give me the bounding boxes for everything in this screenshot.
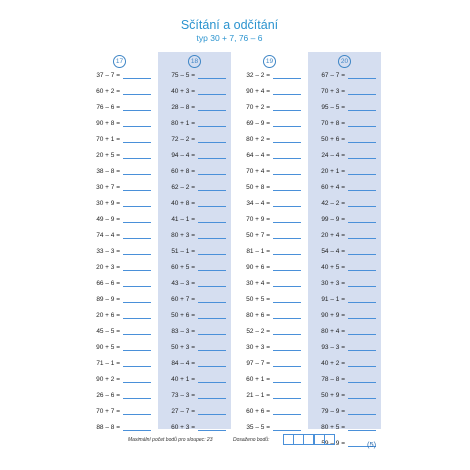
answer-blank[interactable] (348, 142, 376, 143)
problem-expression: 70 + 9 = (246, 216, 270, 223)
problem-row (83, 326, 156, 338)
answer-blank[interactable] (198, 206, 226, 207)
problem-row (83, 166, 156, 178)
answer-blank[interactable] (123, 78, 151, 79)
problem-expression: 60 + 6 = (246, 408, 270, 415)
problem-expression: 50 + 6 = (171, 312, 195, 319)
problem-expression: 84 – 4 = (171, 360, 195, 367)
problem-expression: 79 – 9 = (321, 408, 345, 415)
problem-expression: 60 + 5 = (171, 264, 195, 271)
problem-expression: 21 – 1 = (246, 392, 270, 399)
answer-blank[interactable] (273, 110, 301, 111)
problem-expression: 60 + 7 = (171, 296, 195, 303)
answer-blank[interactable] (198, 238, 226, 239)
problem-row (83, 310, 156, 322)
answer-blank[interactable] (123, 430, 151, 431)
problem-expression: 70 + 2 = (246, 104, 270, 111)
answer-blank[interactable] (198, 94, 226, 95)
problem-expression: 40 + 3 = (171, 88, 195, 95)
problem-row (83, 150, 156, 162)
problem-expression: 45 – 5 = (96, 328, 120, 335)
problem-expression: 43 – 3 = (171, 280, 195, 287)
problem-row (233, 150, 306, 162)
problem-expression: 80 + 6 = (246, 312, 270, 319)
problem-expression: 72 – 2 = (171, 136, 195, 143)
problem-expression: 54 – 4 = (321, 248, 345, 255)
answer-blank[interactable] (273, 254, 301, 255)
problem-expression: 60 + 8 = (171, 168, 195, 175)
answer-blank[interactable] (198, 382, 226, 383)
problem-row (158, 390, 231, 402)
answer-blank[interactable] (273, 318, 301, 319)
answer-blank[interactable] (273, 334, 301, 335)
answer-blank[interactable] (123, 302, 151, 303)
column-number-badge: 20 (338, 55, 351, 68)
answer-blank[interactable] (273, 78, 301, 79)
answer-blank[interactable] (198, 142, 226, 143)
problem-expression: 97 – 7 = (246, 360, 270, 367)
answer-blank[interactable] (273, 430, 301, 431)
max-points-label: Maximální počet bodů pro sloupec: 23 (128, 437, 213, 443)
problem-row (233, 358, 306, 370)
problem-row (158, 422, 231, 434)
problem-expression: 78 – 8 = (321, 376, 345, 383)
answer-blank[interactable] (273, 398, 301, 399)
answer-blank[interactable] (273, 206, 301, 207)
answer-blank[interactable] (348, 414, 376, 415)
problem-expression: 24 – 4 = (321, 152, 345, 159)
problem-row (308, 134, 381, 146)
problem-row (233, 294, 306, 306)
answer-blank[interactable] (273, 350, 301, 351)
answer-blank[interactable] (348, 174, 376, 175)
problem-expression: 20 + 3 = (96, 264, 120, 271)
answer-blank[interactable] (123, 142, 151, 143)
problem-row (158, 358, 231, 370)
answer-blank[interactable] (123, 286, 151, 287)
answer-blank[interactable] (123, 110, 151, 111)
page-title: Sčítání a odčítání (180, 18, 279, 32)
answer-blank[interactable] (123, 366, 151, 367)
answer-blank[interactable] (198, 366, 226, 367)
problem-row (308, 118, 381, 130)
problem-expression: 80 + 3 = (171, 232, 195, 239)
problem-expression: 50 + 9 = (321, 392, 345, 399)
problem-expression: 75 – 5 = (171, 72, 195, 79)
problem-row (158, 406, 231, 418)
answer-blank[interactable] (348, 382, 376, 383)
score-box[interactable] (324, 434, 335, 445)
answer-blank[interactable] (198, 78, 226, 79)
problem-expression: 27 – 7 = (171, 408, 195, 415)
answer-blank[interactable] (198, 414, 226, 415)
problem-row (83, 198, 156, 210)
problem-expression: 73 – 3 = (171, 392, 195, 399)
problem-expression: 30 + 9 = (96, 200, 120, 207)
answer-blank[interactable] (348, 238, 376, 239)
problem-expression: 50 + 7 = (246, 232, 270, 239)
problem-expression: 80 + 4 = (321, 328, 345, 335)
answer-blank[interactable] (198, 222, 226, 223)
answer-blank[interactable] (348, 222, 376, 223)
problem-expression: 70 + 3 = (321, 88, 345, 95)
column-number-badge: 19 (263, 55, 276, 68)
problem-expression: 93 – 3 = (321, 344, 345, 351)
problem-row (158, 166, 231, 178)
problem-row (83, 422, 156, 434)
exercise-column-18 (158, 52, 231, 429)
problem-expression: 41 – 1 = (171, 216, 195, 223)
problem-row (83, 358, 156, 370)
problem-expression: 50 + 5 = (246, 296, 270, 303)
problem-row (233, 102, 306, 114)
problem-row (233, 198, 306, 210)
answer-blank[interactable] (123, 126, 151, 127)
answer-blank[interactable] (273, 126, 301, 127)
problem-row (83, 390, 156, 402)
answer-blank[interactable] (123, 398, 151, 399)
problem-row (308, 70, 381, 82)
problem-row (308, 342, 381, 354)
problem-row (233, 406, 306, 418)
problem-row (308, 214, 381, 226)
answer-blank[interactable] (273, 414, 301, 415)
answer-blank[interactable] (198, 174, 226, 175)
answer-blank[interactable] (198, 350, 226, 351)
answer-blank[interactable] (348, 158, 376, 159)
problem-row (233, 230, 306, 242)
answer-blank[interactable] (198, 430, 226, 431)
problem-row (233, 214, 306, 226)
answer-blank[interactable] (273, 158, 301, 159)
problem-row (308, 150, 381, 162)
problem-row (158, 310, 231, 322)
answer-blank[interactable] (123, 174, 151, 175)
problem-row (158, 118, 231, 130)
problem-row (83, 118, 156, 130)
problem-expression: 51 – 1 = (171, 248, 195, 255)
problem-expression: 94 – 4 = (171, 152, 195, 159)
problem-expression: 30 + 7 = (96, 184, 120, 191)
problem-row (83, 278, 156, 290)
problem-expression: 60 + 1 = (246, 376, 270, 383)
problem-expression: 38 – 8 = (96, 168, 120, 175)
answer-blank[interactable] (123, 94, 151, 95)
problem-expression: 60 + 3 = (171, 424, 195, 431)
answer-blank[interactable] (348, 366, 376, 367)
problem-expression: 59 – 9 = (321, 440, 345, 447)
answer-blank[interactable] (348, 270, 376, 271)
problem-expression: 30 + 3 = (246, 344, 270, 351)
problem-expression: 60 + 4 = (321, 184, 345, 191)
answer-blank[interactable] (198, 302, 226, 303)
problem-row (308, 294, 381, 306)
problem-row (158, 342, 231, 354)
answer-blank[interactable] (273, 302, 301, 303)
problem-row (308, 374, 381, 386)
answer-blank[interactable] (198, 318, 226, 319)
answer-blank[interactable] (123, 254, 151, 255)
problem-row (158, 182, 231, 194)
problem-expression: 74 – 4 = (96, 232, 120, 239)
problem-row (308, 102, 381, 114)
answer-blank[interactable] (348, 318, 376, 319)
answer-blank[interactable] (198, 158, 226, 159)
problem-row (308, 326, 381, 338)
problem-row (158, 150, 231, 162)
problem-expression: 20 + 5 = (96, 152, 120, 159)
problem-row (233, 278, 306, 290)
answer-blank[interactable] (123, 270, 151, 271)
problem-row (83, 86, 156, 98)
problem-expression: 34 – 4 = (246, 200, 270, 207)
problem-row (308, 246, 381, 258)
problem-expression: 80 + 1 = (171, 120, 195, 127)
problem-expression: 90 + 6 = (246, 264, 270, 271)
answer-blank[interactable] (198, 286, 226, 287)
problem-row (158, 102, 231, 114)
problem-expression: 30 + 4 = (246, 280, 270, 287)
problem-expression: 40 + 8 = (171, 200, 195, 207)
problem-expression: 70 + 4 = (246, 168, 270, 175)
problem-row (233, 246, 306, 258)
answer-blank[interactable] (348, 398, 376, 399)
problem-expression: 99 – 9 = (321, 216, 345, 223)
answer-blank[interactable] (123, 206, 151, 207)
problem-row (83, 294, 156, 306)
problem-expression: 90 + 8 = (96, 120, 120, 127)
problem-expression: 70 + 7 = (96, 408, 120, 415)
exercise-column-19 (233, 52, 306, 429)
answer-blank[interactable] (273, 190, 301, 191)
answer-blank[interactable] (273, 366, 301, 367)
answer-blank[interactable] (123, 318, 151, 319)
answer-blank[interactable] (348, 334, 376, 335)
answer-blank[interactable] (123, 334, 151, 335)
answer-blank[interactable] (198, 398, 226, 399)
problem-row (83, 102, 156, 114)
problem-row (233, 262, 306, 274)
problem-expression: 60 + 2 = (96, 88, 120, 95)
answer-blank[interactable] (273, 382, 301, 383)
problem-row (158, 134, 231, 146)
answer-blank[interactable] (348, 78, 376, 79)
problem-expression: 50 + 8 = (246, 184, 270, 191)
problem-expression: 70 + 8 = (321, 120, 345, 127)
problem-row (158, 246, 231, 258)
problem-expression: 20 + 6 = (96, 312, 120, 319)
answer-blank[interactable] (348, 110, 376, 111)
problem-expression: 80 + 5 = (321, 424, 345, 431)
answer-blank[interactable] (348, 94, 376, 95)
problem-expression: 26 – 6 = (96, 392, 120, 399)
problem-row (308, 406, 381, 418)
problem-row (233, 342, 306, 354)
problem-row (233, 390, 306, 402)
answer-blank[interactable] (198, 334, 226, 335)
problem-row (308, 310, 381, 322)
problem-expression: 95 – 5 = (321, 104, 345, 111)
exercise-column-20 (308, 52, 381, 447)
problem-row (233, 70, 306, 82)
problem-row (158, 70, 231, 82)
problem-expression: 90 + 4 = (246, 88, 270, 95)
problem-expression: 62 – 2 = (171, 184, 195, 191)
problem-expression: 40 + 1 = (171, 376, 195, 383)
problem-expression: 20 + 4 = (321, 232, 345, 239)
answer-blank[interactable] (198, 110, 226, 111)
problem-row (233, 86, 306, 98)
problem-expression: 90 + 5 = (96, 344, 120, 351)
problem-expression: 32 – 2 = (246, 72, 270, 79)
score-boxes (283, 434, 334, 445)
problem-row (158, 374, 231, 386)
problem-row (83, 134, 156, 146)
problem-row (233, 374, 306, 386)
problem-expression: 35 – 5 = (246, 424, 270, 431)
problem-row (83, 406, 156, 418)
problem-expression: 67 – 7 = (321, 72, 345, 79)
problem-row (158, 294, 231, 306)
answer-blank[interactable] (123, 382, 151, 383)
problem-row (83, 214, 156, 226)
problem-row (158, 230, 231, 242)
problem-row (158, 214, 231, 226)
problem-expression: 20 + 1 = (321, 168, 345, 175)
problem-row (83, 182, 156, 194)
answer-blank[interactable] (273, 286, 301, 287)
problem-expression: 49 – 9 = (96, 216, 120, 223)
exercise-column-17 (83, 52, 156, 429)
problem-expression: 52 – 2 = (246, 328, 270, 335)
answer-blank[interactable] (348, 430, 376, 431)
achieved-points-label: Dosaženo bodů: (233, 437, 270, 443)
problem-row (308, 358, 381, 370)
answer-blank[interactable] (198, 254, 226, 255)
problem-expression: 70 + 1 = (96, 136, 120, 143)
answer-blank[interactable] (348, 254, 376, 255)
answer-blank[interactable] (273, 222, 301, 223)
problem-row (158, 262, 231, 274)
problem-row (308, 166, 381, 178)
problem-expression: 50 + 6 = (321, 136, 345, 143)
problem-row (83, 246, 156, 258)
problem-expression: 88 – 8 = (96, 424, 120, 431)
problem-expression: 76 – 6 = (96, 104, 120, 111)
problem-row (233, 182, 306, 194)
problem-expression: 66 – 6 = (96, 280, 120, 287)
problem-expression: 69 – 9 = (246, 120, 270, 127)
problem-row (83, 262, 156, 274)
problem-expression: 50 + 3 = (171, 344, 195, 351)
page-number: (5) (367, 440, 377, 449)
problem-expression: 91 – 1 = (321, 296, 345, 303)
problem-row (233, 310, 306, 322)
problem-row (83, 70, 156, 82)
problem-row (308, 182, 381, 194)
problem-expression: 28 – 8 = (171, 104, 195, 111)
problem-row (308, 390, 381, 402)
answer-blank[interactable] (198, 270, 226, 271)
answer-blank[interactable] (273, 174, 301, 175)
problem-expression: 90 + 9 = (321, 312, 345, 319)
problem-row (308, 278, 381, 290)
answer-blank[interactable] (273, 142, 301, 143)
answer-blank[interactable] (348, 206, 376, 207)
problem-row (158, 326, 231, 338)
problem-expression: 40 + 2 = (321, 360, 345, 367)
problem-row (308, 230, 381, 242)
answer-blank[interactable] (123, 222, 151, 223)
answer-blank[interactable] (123, 190, 151, 191)
problem-row (233, 422, 306, 434)
problem-expression: 42 – 2 = (321, 200, 345, 207)
problem-expression: 37 – 7 = (96, 72, 120, 79)
answer-blank[interactable] (348, 126, 376, 127)
problem-row (233, 118, 306, 130)
problem-expression: 89 – 9 = (96, 296, 120, 303)
problem-row (158, 198, 231, 210)
problem-expression: 90 + 2 = (96, 376, 120, 383)
answer-blank[interactable] (198, 190, 226, 191)
problem-expression: 71 – 1 = (96, 360, 120, 367)
answer-blank[interactable] (273, 94, 301, 95)
problem-row (158, 86, 231, 98)
problem-row (233, 326, 306, 338)
problem-row (83, 342, 156, 354)
answer-blank[interactable] (123, 238, 151, 239)
answer-blank[interactable] (348, 286, 376, 287)
answer-blank[interactable] (123, 158, 151, 159)
answer-blank[interactable] (198, 126, 226, 127)
answer-blank[interactable] (348, 350, 376, 351)
problem-expression: 83 – 3 = (171, 328, 195, 335)
answer-blank[interactable] (273, 270, 301, 271)
problem-row (233, 134, 306, 146)
problem-row (83, 230, 156, 242)
answer-blank[interactable] (348, 190, 376, 191)
problem-row (83, 374, 156, 386)
column-number-badge: 18 (188, 55, 201, 68)
problem-row (308, 422, 381, 434)
problem-expression: 33 – 3 = (96, 248, 120, 255)
problem-row (308, 198, 381, 210)
column-number-badge: 17 (113, 55, 126, 68)
problem-expression: 30 + 3 = (321, 280, 345, 287)
problem-expression: 40 + 5 = (321, 264, 345, 271)
problem-row (308, 86, 381, 98)
answer-blank[interactable] (123, 350, 151, 351)
answer-blank[interactable] (273, 238, 301, 239)
problem-expression: 64 – 4 = (246, 152, 270, 159)
answer-blank[interactable] (123, 414, 151, 415)
page-subtitle: typ 30 + 7, 76 – 6 (196, 33, 263, 43)
worksheet-page (73, 0, 386, 470)
answer-blank[interactable] (348, 302, 376, 303)
problem-expression: 80 + 2 = (246, 136, 270, 143)
problem-expression: 81 – 1 = (246, 248, 270, 255)
problem-row (308, 262, 381, 274)
problem-row (233, 166, 306, 178)
problem-row (158, 278, 231, 290)
